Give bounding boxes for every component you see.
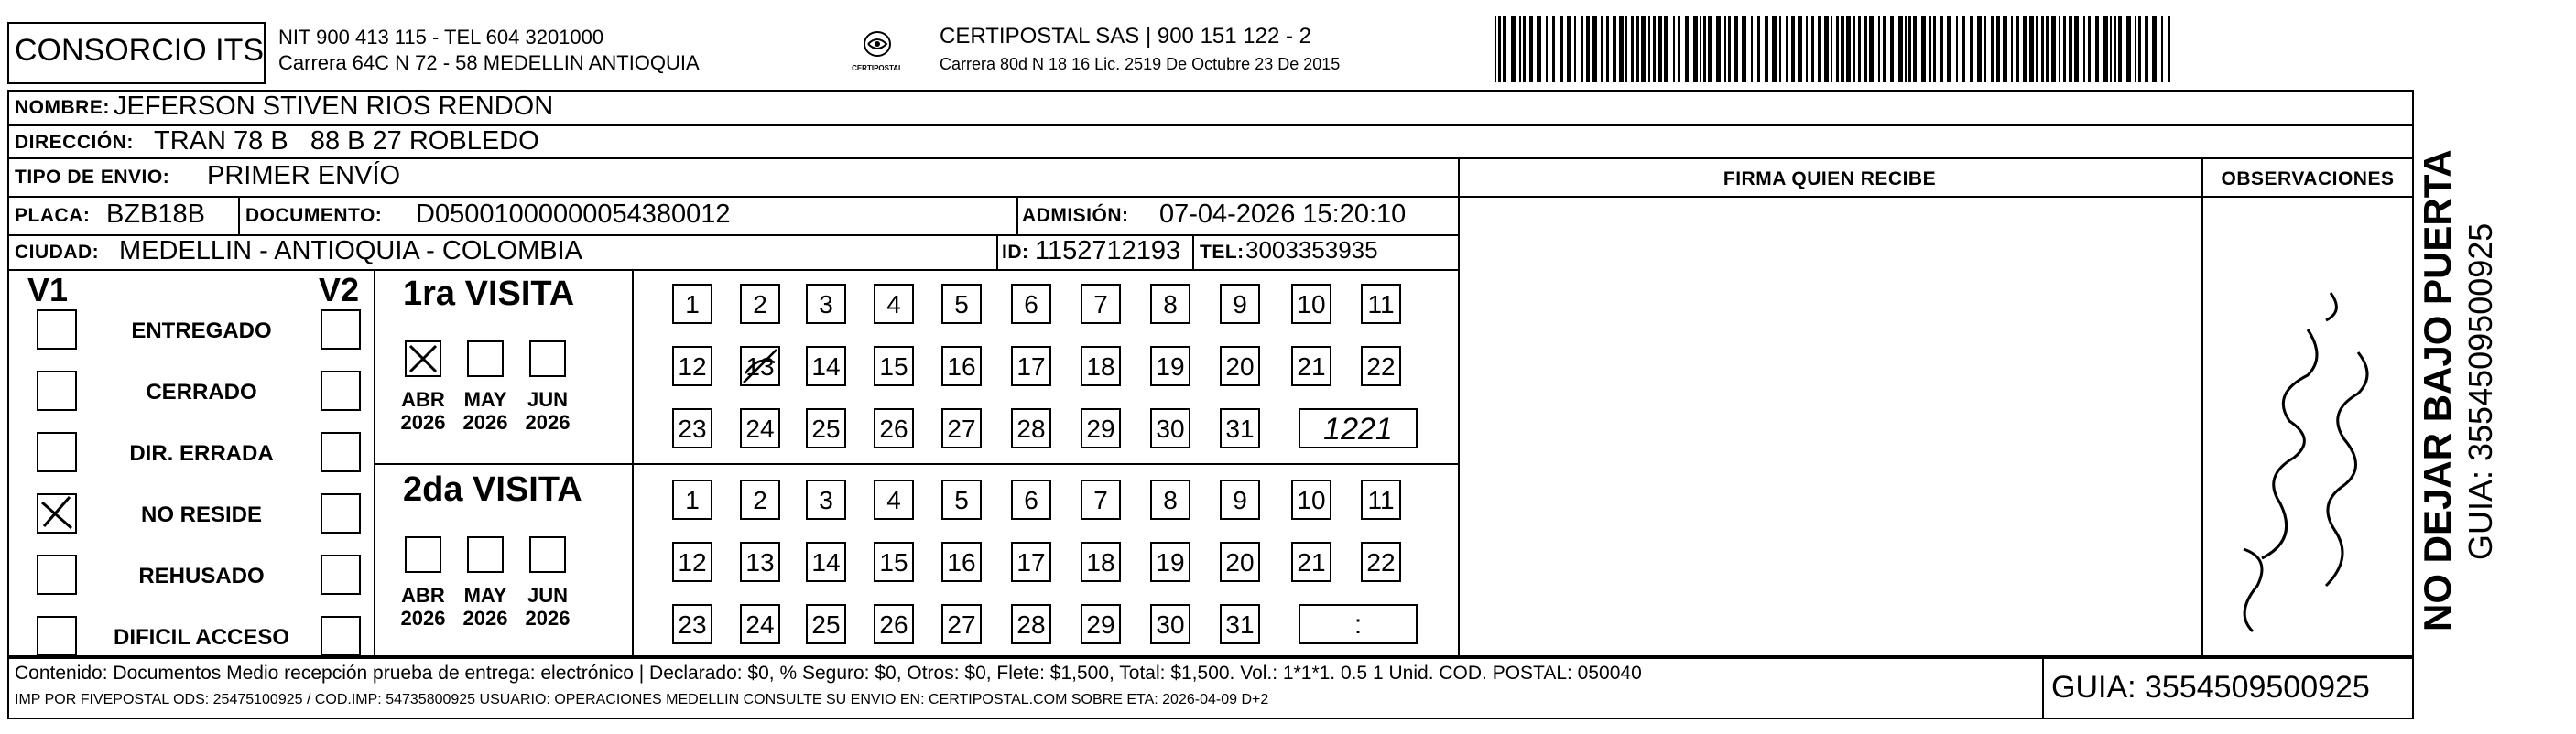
barcode-bar xyxy=(1529,16,1533,82)
row-divider xyxy=(7,157,2414,159)
month-name: JUN xyxy=(527,388,568,411)
barcode-bar xyxy=(1708,16,1712,82)
day-box[interactable]: 18 xyxy=(1081,346,1121,386)
day-box[interactable]: 6 xyxy=(1011,480,1051,520)
barcode-bar xyxy=(2069,16,2072,82)
v1-header: V1 xyxy=(27,271,69,308)
barcode-bar xyxy=(1806,16,1808,82)
tipo-envio-value: PRIMER ENVÍO xyxy=(207,161,401,190)
divider xyxy=(238,196,240,234)
day-box[interactable]: 25 xyxy=(806,408,846,448)
status-label: REHUSADO xyxy=(138,564,265,588)
month-name: JUN xyxy=(527,584,568,607)
barcode-bar xyxy=(1503,16,1506,82)
divider xyxy=(1192,234,1194,269)
v2-checkbox[interactable] xyxy=(321,432,361,472)
month-year: 2026 xyxy=(400,411,446,434)
day-box[interactable]: 31 xyxy=(1220,408,1260,448)
day-box[interactable]: 9 xyxy=(1220,480,1260,520)
day-box[interactable]: 23 xyxy=(672,408,712,448)
ciudad-label: CIUDAD: xyxy=(15,242,100,263)
month-checkbox[interactable] xyxy=(529,340,566,377)
documento-label: DOCUMENTO: xyxy=(245,205,383,226)
status-label: ENTREGADO xyxy=(131,318,272,343)
status-label: NO RESIDE xyxy=(140,502,263,527)
barcode-bar xyxy=(1728,16,1731,82)
carrier-address: Carrera 80d N 18 16 Lic. 2519 De Octubre 23 De 2015 xyxy=(940,55,1341,73)
visit-time-box[interactable]: 1221 xyxy=(1299,408,1418,448)
barcode-bar xyxy=(2135,16,2136,82)
day-box[interactable]: 15 xyxy=(874,346,914,386)
barcode-bar xyxy=(2110,16,2112,82)
barcode-bar xyxy=(1511,16,1516,82)
barcode-bar xyxy=(1984,16,1986,82)
barcode-bar xyxy=(2029,16,2034,82)
v1-checkbox[interactable] xyxy=(37,371,77,411)
barcode-bar xyxy=(1601,16,1603,82)
month-name: ABR xyxy=(401,584,445,607)
day-box[interactable]: 6 xyxy=(1011,284,1051,324)
barcode-bar xyxy=(1519,16,1521,82)
day-box[interactable]: 8 xyxy=(1150,480,1190,520)
day-box[interactable]: 17 xyxy=(1011,346,1051,386)
barcode-bar xyxy=(1560,16,1563,82)
month-checkbox[interactable] xyxy=(529,536,566,573)
barcode-bar xyxy=(1890,16,1894,82)
v1-checkbox[interactable] xyxy=(37,555,77,595)
v2-checkbox[interactable] xyxy=(321,493,361,534)
day-box[interactable]: 27 xyxy=(941,604,982,644)
barcode-bar xyxy=(1586,16,1590,82)
v2-checkbox[interactable] xyxy=(321,555,361,595)
barcode-bar xyxy=(1641,16,1646,82)
day-box[interactable]: 11 xyxy=(1361,480,1401,520)
barcode-bar xyxy=(2083,16,2085,82)
barcode-bar xyxy=(2046,16,2049,82)
barcode-bar xyxy=(1523,16,1526,82)
company-address: Carrera 64C N 72 - 58 MEDELLIN ANTIOQUIA xyxy=(278,51,700,74)
barcode-bar xyxy=(1625,16,1627,82)
v1-checkbox[interactable] xyxy=(37,309,77,350)
month-checkbox[interactable] xyxy=(467,340,504,377)
admision-label: ADMISIÓN: xyxy=(1022,205,1129,226)
barcode-bar xyxy=(1791,16,1795,82)
month-name: ABR xyxy=(401,388,445,411)
barcode-bar xyxy=(1940,16,1943,82)
row-divider xyxy=(7,269,1458,271)
day-box[interactable]: 13 xyxy=(740,346,780,386)
footer-guia: GUIA: 3554509500925 xyxy=(2051,670,2370,705)
barcode-bar xyxy=(2011,16,2013,82)
barcode-bar xyxy=(2074,16,2079,82)
day-box[interactable]: 20 xyxy=(1220,346,1260,386)
barcode-bar xyxy=(1734,16,1738,82)
barcode-bar xyxy=(1947,16,1951,82)
day-box[interactable]: 13 xyxy=(740,542,780,582)
certipostal-logo xyxy=(850,24,905,79)
day-box[interactable]: 8 xyxy=(1150,284,1190,324)
v2-header: V2 xyxy=(319,271,360,308)
firma-header: FIRMA QUIEN RECIBE xyxy=(1723,168,1937,189)
footer-guia-divider xyxy=(2042,657,2044,719)
nombre-label: NOMBRE: xyxy=(15,97,110,118)
barcode-bar xyxy=(1883,16,1886,82)
carrier-line: CERTIPOSTAL SAS | 900 151 122 - 2 xyxy=(940,24,1311,49)
barcode-bar xyxy=(2063,16,2066,82)
day-box[interactable]: 17 xyxy=(1011,542,1051,582)
day-box[interactable]: 24 xyxy=(740,408,780,448)
barcode-bar xyxy=(1929,16,1931,82)
barcode-bar xyxy=(1962,16,1965,82)
day-box[interactable]: 28 xyxy=(1011,408,1051,448)
barcode-bar xyxy=(1592,16,1597,82)
day-box[interactable]: 27 xyxy=(941,408,982,448)
barcode-bar xyxy=(1772,16,1777,82)
guia-vertical: GUIA: 3554509500925 xyxy=(2462,222,2499,560)
admision-value: 07-04-2026 15:20:10 xyxy=(1159,200,1407,229)
month-year: 2026 xyxy=(525,411,571,434)
id-value: 1152712193 xyxy=(1035,236,1181,265)
barcode-bar xyxy=(1864,16,1867,82)
day-box[interactable]: 23 xyxy=(672,604,712,644)
tipo-envio-label: TIPO DE ENVIO: xyxy=(15,167,170,188)
barcode-bar xyxy=(1898,16,1903,82)
barcode-bar xyxy=(1858,16,1861,82)
day-box[interactable]: 14 xyxy=(806,346,846,386)
day-box[interactable]: 21 xyxy=(1291,542,1331,582)
barcode-bar xyxy=(2114,16,2116,82)
id-label: ID: xyxy=(1002,242,1029,263)
barcode-bar xyxy=(1742,16,1746,82)
barcode-bar xyxy=(1703,16,1706,82)
day-box[interactable]: 19 xyxy=(1150,542,1190,582)
barcode-bar xyxy=(1495,16,1496,82)
placa-value: BZB18B xyxy=(106,200,205,229)
barcode-bar xyxy=(1498,16,1501,82)
company-name: CONSORCIO ITS xyxy=(15,33,265,68)
barcode-bar xyxy=(1636,16,1639,82)
day-box[interactable]: 4 xyxy=(874,284,914,324)
recipient-signature xyxy=(2207,284,2399,650)
barcode-bar xyxy=(1841,16,1844,82)
day-box[interactable]: 7 xyxy=(1081,480,1121,520)
barcode-bar xyxy=(1921,16,1926,82)
barcode-bar xyxy=(2088,16,2091,82)
month-name: MAY xyxy=(463,584,507,607)
barcode-bar xyxy=(1537,16,1541,82)
company-nit: NIT 900 413 115 - TEL 604 3201000 xyxy=(278,26,604,49)
barcode-bar xyxy=(1658,16,1662,82)
visit-title: 2da VISITA xyxy=(403,470,582,509)
barcode-bar xyxy=(1606,16,1609,82)
barcode-bar xyxy=(2138,16,2141,82)
divider xyxy=(996,234,998,269)
no-dejar-bajo-puerta: NO DEJAR BAJO PUERTA xyxy=(2416,149,2459,631)
barcode-bar xyxy=(2003,16,2007,82)
day-box[interactable]: 2 xyxy=(740,480,780,520)
month-label xyxy=(391,584,455,630)
barcode-bar xyxy=(2118,16,2122,82)
barcode-bar xyxy=(1567,16,1571,82)
barcode-bar xyxy=(1619,16,1624,82)
day-box[interactable]: 19 xyxy=(1150,346,1190,386)
day-box[interactable]: 9 xyxy=(1220,284,1260,324)
barcode-bar xyxy=(1869,16,1874,82)
barcode-bar xyxy=(2168,16,2170,82)
month-year: 2026 xyxy=(400,607,446,630)
day-box[interactable]: 12 xyxy=(672,346,712,386)
barcode-bar xyxy=(1757,16,1760,82)
day-box[interactable]: 26 xyxy=(874,408,914,448)
tel-value: 3003353935 xyxy=(1245,236,1378,264)
day-box[interactable]: 16 xyxy=(941,542,982,582)
barcode-bar xyxy=(1751,16,1753,82)
day-box[interactable]: 25 xyxy=(806,604,846,644)
barcode-bar xyxy=(2023,16,2027,82)
day-box[interactable]: 3 xyxy=(806,480,846,520)
day-box[interactable]: 2 xyxy=(740,284,780,324)
day-box[interactable]: 22 xyxy=(1361,542,1401,582)
barcode-bar xyxy=(2059,16,2060,82)
barcode-bar xyxy=(1991,16,1994,82)
barcode-bar xyxy=(2041,16,2044,82)
obs-column-divider xyxy=(2201,157,2203,657)
barcode-bar xyxy=(1905,16,1907,82)
visit-title: 1ra VISITA xyxy=(403,275,575,313)
divider xyxy=(1016,196,1018,234)
observaciones-header: OBSERVACIONES xyxy=(2221,168,2395,189)
barcode-bar xyxy=(1673,16,1675,82)
day-box[interactable]: 11 xyxy=(1361,284,1401,324)
day-box[interactable]: 22 xyxy=(1361,346,1401,386)
barcode-bar xyxy=(1700,16,1701,82)
day-box[interactable]: 12 xyxy=(672,542,712,582)
v1-checkbox[interactable] xyxy=(37,616,77,656)
day-box[interactable]: 18 xyxy=(1081,542,1121,582)
barcode-bar xyxy=(1631,16,1634,82)
barcode-bar xyxy=(1613,16,1616,82)
day-box[interactable]: 30 xyxy=(1150,408,1190,448)
barcode-bar xyxy=(1685,16,1689,82)
footer-contenido: Contenido: Documentos Medio recepción prueba de entrega: electrónico | Declarado: $0, % Seguro: $0, Otros: $0, Flete: $1,500, Total: $1,500. Vol.: 1*1*1. 0.5 1 Unid. COD. POSTAL: 050040 xyxy=(15,663,1642,684)
direccion-value: TRAN 78 B 88 B 27 ROBLEDO xyxy=(154,126,539,156)
barcode-bar xyxy=(1824,16,1829,82)
barcode-bar xyxy=(2016,16,2019,82)
barcode-bar xyxy=(1664,16,1668,82)
day-box[interactable]: 26 xyxy=(874,604,914,644)
barcode-bar xyxy=(1648,16,1650,82)
barcode-bar xyxy=(1765,16,1768,82)
day-box[interactable]: 28 xyxy=(1011,604,1051,644)
barcode-bar xyxy=(1574,16,1576,82)
day-box[interactable]: 14 xyxy=(806,542,846,582)
status-label: CERRADO xyxy=(146,380,257,405)
month-label xyxy=(391,388,455,434)
footer-imp: IMP POR FIVEPOSTAL ODS: 25475100925 / COD.IMP: 54735800925 USUARIO: OPERACIONES MEDELLIN CONSULTE SU ENVIO EN: CERTIPOSTAL.COM SOBRE ETA: 2026-04-09 D+2 xyxy=(15,692,1269,707)
day-box[interactable]: 24 xyxy=(740,604,780,644)
barcode-bar xyxy=(1716,16,1721,82)
month-checkbox[interactable] xyxy=(467,536,504,573)
day-box[interactable]: 1 xyxy=(672,284,712,324)
month-label xyxy=(453,388,517,434)
month-name: MAY xyxy=(463,388,507,411)
v2-checkbox[interactable] xyxy=(321,309,361,350)
barcode xyxy=(1495,16,2172,82)
barcode-bar xyxy=(2095,16,2099,82)
documento-value: D05001000000054380012 xyxy=(416,200,731,229)
month-label xyxy=(516,388,580,434)
day-box[interactable]: 30 xyxy=(1150,604,1190,644)
v2-checkbox[interactable] xyxy=(321,371,361,411)
placa-label: PLACA: xyxy=(15,205,91,226)
barcode-bar xyxy=(1853,16,1855,82)
barcode-bar xyxy=(1552,16,1555,82)
barcode-bar xyxy=(1581,16,1583,82)
barcode-bar xyxy=(1786,16,1788,82)
barcode-bar xyxy=(1798,16,1802,82)
barcode-bar xyxy=(1970,16,1973,82)
barcode-bar xyxy=(1913,16,1917,82)
direccion-label: DIRECCIÓN: xyxy=(15,132,134,153)
barcode-bar xyxy=(2051,16,2056,82)
v1-checkbox[interactable] xyxy=(37,493,77,534)
month-year: 2026 xyxy=(462,607,508,630)
barcode-bar xyxy=(1836,16,1839,82)
v2-checkbox[interactable] xyxy=(321,616,361,656)
day-box[interactable]: 16 xyxy=(941,346,982,386)
barcode-bar xyxy=(2152,16,2157,82)
day-box[interactable]: 29 xyxy=(1081,604,1121,644)
day-box[interactable]: 21 xyxy=(1291,346,1331,386)
visit-row-divider xyxy=(374,463,1458,465)
day-box[interactable]: 10 xyxy=(1291,480,1331,520)
barcode-bar xyxy=(1846,16,1851,82)
status-label: DIFICIL ACCESO xyxy=(113,625,289,650)
day-box[interactable]: 20 xyxy=(1220,542,1260,582)
firma-column-divider xyxy=(1458,157,1460,657)
barcode-bar xyxy=(1818,16,1821,82)
month-label xyxy=(453,584,517,630)
day-box[interactable]: 29 xyxy=(1081,408,1121,448)
month-year: 2026 xyxy=(525,607,571,630)
barcode-bar xyxy=(2126,16,2131,82)
v1-checkbox[interactable] xyxy=(37,432,77,472)
logo-caption: CERTIPOSTAL xyxy=(852,64,903,72)
barcode-bar xyxy=(1996,16,2000,82)
day-box[interactable]: 5 xyxy=(941,480,982,520)
barcode-bar xyxy=(1546,16,1548,82)
month-label xyxy=(516,584,580,630)
tel-label: TEL: xyxy=(1200,242,1245,263)
barcode-bar xyxy=(2036,16,2038,82)
barcode-bar xyxy=(1933,16,1936,82)
barcode-bar xyxy=(2103,16,2108,82)
barcode-bar xyxy=(1878,16,1880,82)
barcode-bar xyxy=(1811,16,1814,82)
barcode-bar xyxy=(1724,16,1726,82)
day-box[interactable]: 10 xyxy=(1291,284,1331,324)
month-checkbox[interactable] xyxy=(405,536,441,573)
barcode-bar xyxy=(1693,16,1698,82)
barcode-bar xyxy=(2145,16,2148,82)
barcode-bar xyxy=(1678,16,1680,82)
visit-time-box[interactable]: : xyxy=(1299,604,1418,644)
nombre-value: JEFERSON STIVEN RIOS RENDON xyxy=(114,92,554,121)
barcode-bar xyxy=(1908,16,1911,82)
day-box[interactable]: 3 xyxy=(806,284,846,324)
ciudad-value: MEDELLIN - ANTIOQUIA - COLOMBIA xyxy=(119,236,582,265)
row-divider xyxy=(7,196,2414,198)
month-checkbox[interactable] xyxy=(405,340,441,377)
day-box[interactable]: 5 xyxy=(941,284,982,324)
day-box[interactable]: 7 xyxy=(1081,284,1121,324)
barcode-bar xyxy=(1831,16,1832,82)
barcode-bar xyxy=(1977,16,1982,82)
barcode-bar xyxy=(1779,16,1781,82)
barcode-bar xyxy=(1653,16,1656,82)
barcode-bar xyxy=(1956,16,1958,82)
day-box[interactable]: 1 xyxy=(672,480,712,520)
day-box[interactable]: 4 xyxy=(874,480,914,520)
day-box[interactable]: 15 xyxy=(874,542,914,582)
barcode-bar xyxy=(2161,16,2163,82)
status-label: DIR. ERRADA xyxy=(129,441,274,466)
day-box[interactable]: 31 xyxy=(1220,604,1260,644)
month-year: 2026 xyxy=(462,411,508,434)
